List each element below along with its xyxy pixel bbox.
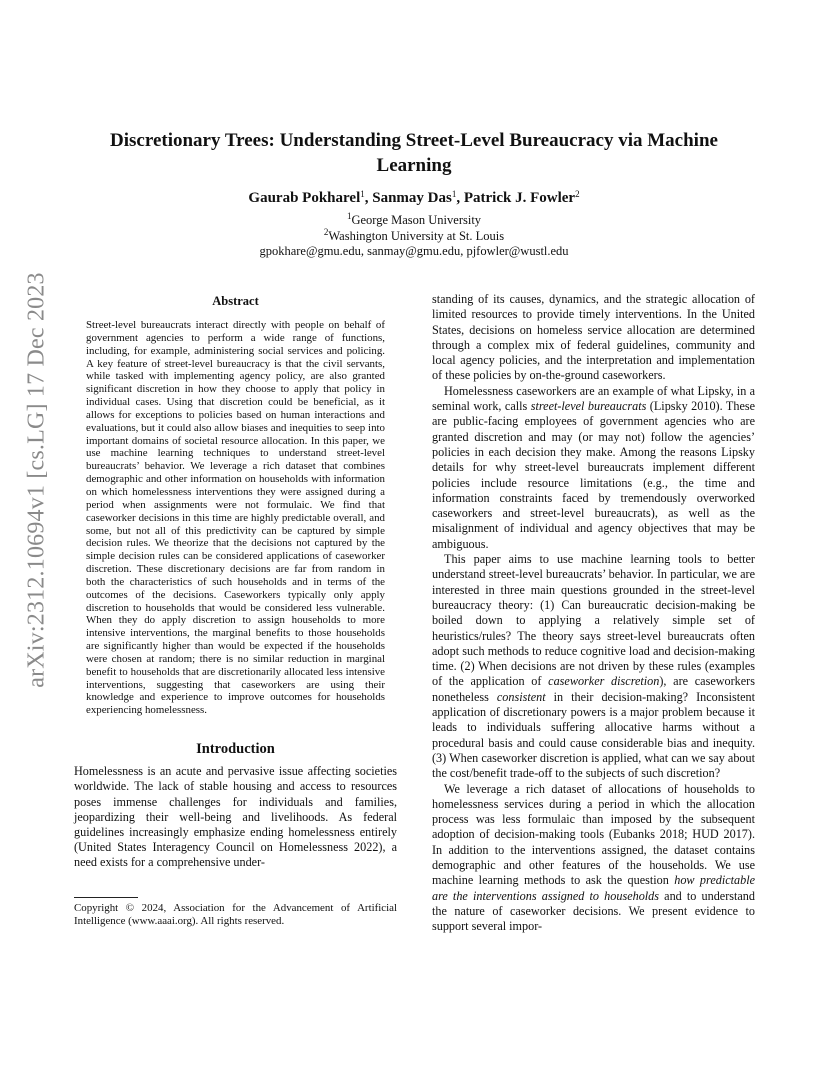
affiliation-text: Washington University at St. Louis (328, 228, 505, 243)
copyright-text: Copyright © 2024, Association for the Advancement of Artificial Intelligence (www.aaai.org). All rights reserved. (74, 902, 397, 928)
introduction-heading: Introduction (196, 741, 275, 758)
emphasis: street-level bureaucrats (530, 399, 647, 414)
paragraph: We leverage a rich dataset of allocations of households to homelessness services during a period in which the allocation process was less formulaic than imposed by the subsequent adoption of decision-making tools (Eubanks 2018; HUD 2017). In addition to the interventions assigned, the dataset contains demographic and other features of the households. We use machine learning methods to ask the question how predictable are the interventions assigned to households and to understand the nature of caseworker decisions. We present evidence to support several impor- (432, 781, 755, 934)
paragraph: Homelessness is an acute and pervasive issue affecting societies worldwide. The lack of stable housing and access to resources poses immense challenges for individuals and families, jeopardizing their well-being and livelihoods. As federal guidelines increasingly emphasize ending homelessness entirely (United States Interagency Council on Homelessness 2022), a need exists for a comprehensive under- (74, 764, 397, 870)
author-list: Gaurab Pokharel$^1$, Sanmay Das$^1$, Patrick J. Fowler$^2$ (248, 189, 580, 206)
left-column (74, 293, 397, 871)
author-emails: gpokhare@gmu.edu, sanmay@gmu.edu, pjfowler@wustl.edu (259, 244, 569, 258)
paragraph: Homelessness caseworkers are an example of what Lipsky, in a seminal work, calls street-level bureaucrats (Lipsky 2010). These are public-facing employees of government agencies who are granted discretion and may (or may not) follow the agencies’ policies in each decision they make. Among the reasons Lipsky details for why street-level bureaucrats implement different policies include resource limitations (e.g., the time and information constraints faced by tremendously overworked caseworkers and street-level bureaucrats), as well as the misalignment of individual and agency objectives that may be ambiguous. (432, 383, 756, 551)
arxiv-stamp (23, 272, 50, 688)
paragraph: standing of its causes, dynamics, and the strategic allocation of limited resources to provide timely interventions. In the United States, decisions on homeless service allocation are determined through a complex mix of federal guidelines, community and local agency policies, and the interpretation and implementation of these policies by on-the-ground caseworkers. (432, 292, 755, 383)
author-affil-mark: 2 (575, 189, 580, 199)
author-name: Sanmay Das (372, 190, 452, 206)
author-name: Gaurab Pokharel (248, 190, 361, 206)
introduction-body-left (74, 764, 397, 870)
affiliation (60, 226, 768, 245)
emphasis: consistent (496, 689, 546, 704)
affiliation (60, 213, 768, 229)
author-affil-mark: 1 (360, 189, 365, 199)
affiliation-mark: 1 (346, 211, 352, 221)
author-name: Patrick J. Fowler (463, 190, 576, 206)
arxiv-stamp-text: arXiv:2312.10694v1 [cs.LG] 17 Dec 2023 (23, 272, 50, 688)
affiliation-text: George Mason University (351, 213, 482, 227)
footnote-rule (74, 897, 138, 898)
abstract-text: Street-level bureaucrats interact directly with people on behalf of government agencies to perform a wide range of functions, including, for example, administering social services and policing. A key feature of street-level bureaucracy is that the civil servants, while tasked with implementing agency policy, are also granted significant discretion in how they choose to apply that policy in individual cases. Using that discretion could be beneficial, as it allows for exceptions to policies based on human interactions and evaluations, but it could also allow biases and inequities to seep into important domains of societal resource allocation. In this paper, we use machine learning techniques to understand street-level bureaucrats’ behavior. We leverage a rich dataset that combines demographic and other information on households with information on which homelessness interventions they were assigned during a period when assignments were not formulaic. We find that caseworker decisions in this time are highly predictable overall, and some, but not all of this predictivity can be captured by simple decision rules. We theorize that the decisions not captured by the simple decision rules can be considered applications of caseworker discretion. These discretionary decisions are far from random in both the characteristics of such households and in terms of the outcomes of the decisions. Caseworkers typically only apply discretion to households that would be considered less vulnerable. When they do apply discretion to assign households to more intensive interventions, the marginal benefits to those households are significantly higher than would be expected if the households were chosen at random; there is no similar reduction in marginal benefit to households that are discretionarily allocated less intensive interventions, suggesting that caseworkers are using their knowledge and experience to improve outcomes for households experiencing homelessness. (86, 319, 385, 717)
emphasis: how predictable are the interventions assigned to households (432, 873, 755, 903)
emphasis: caseworker discretion (548, 674, 660, 689)
affiliations (60, 213, 768, 260)
paper-title: Discretionary Trees: Understanding Street-Level Bureaucracy via Machine Learning (110, 130, 718, 176)
copyright-footnote (74, 897, 397, 929)
abstract-heading: Abstract (212, 294, 259, 308)
author-affil-mark: 1 (451, 189, 457, 199)
affiliation-mark: 2 (323, 226, 329, 237)
paragraph: This paper aims to use machine learning tools to better understand street-level bureaucrats’ behavior. In particular, we are interested in three main questions grounded in the street-level bureaucracy theory: (1) Can bureaucratic decision-making be boiled down to applying a relatively simple set of heuristics/rules? The theory says street-level bureaucrats often adopt such methods to reduce cognitive load and decision-making time. (2) When decisions are not driven by these rules (examples of the application of caseworker discretion), are caseworkers nonetheless consistent in their decision-making? Inconsistent application of discretionary powers is a major problem because it leads to individuals suffering allocative harms without a procedural basis and could cause considerable bias and inequity. (3) When caseworker discretion is applied, what can we say about the cost/benefit trade-off to the subjects of such discretion? (432, 552, 755, 781)
right-column (432, 292, 755, 934)
